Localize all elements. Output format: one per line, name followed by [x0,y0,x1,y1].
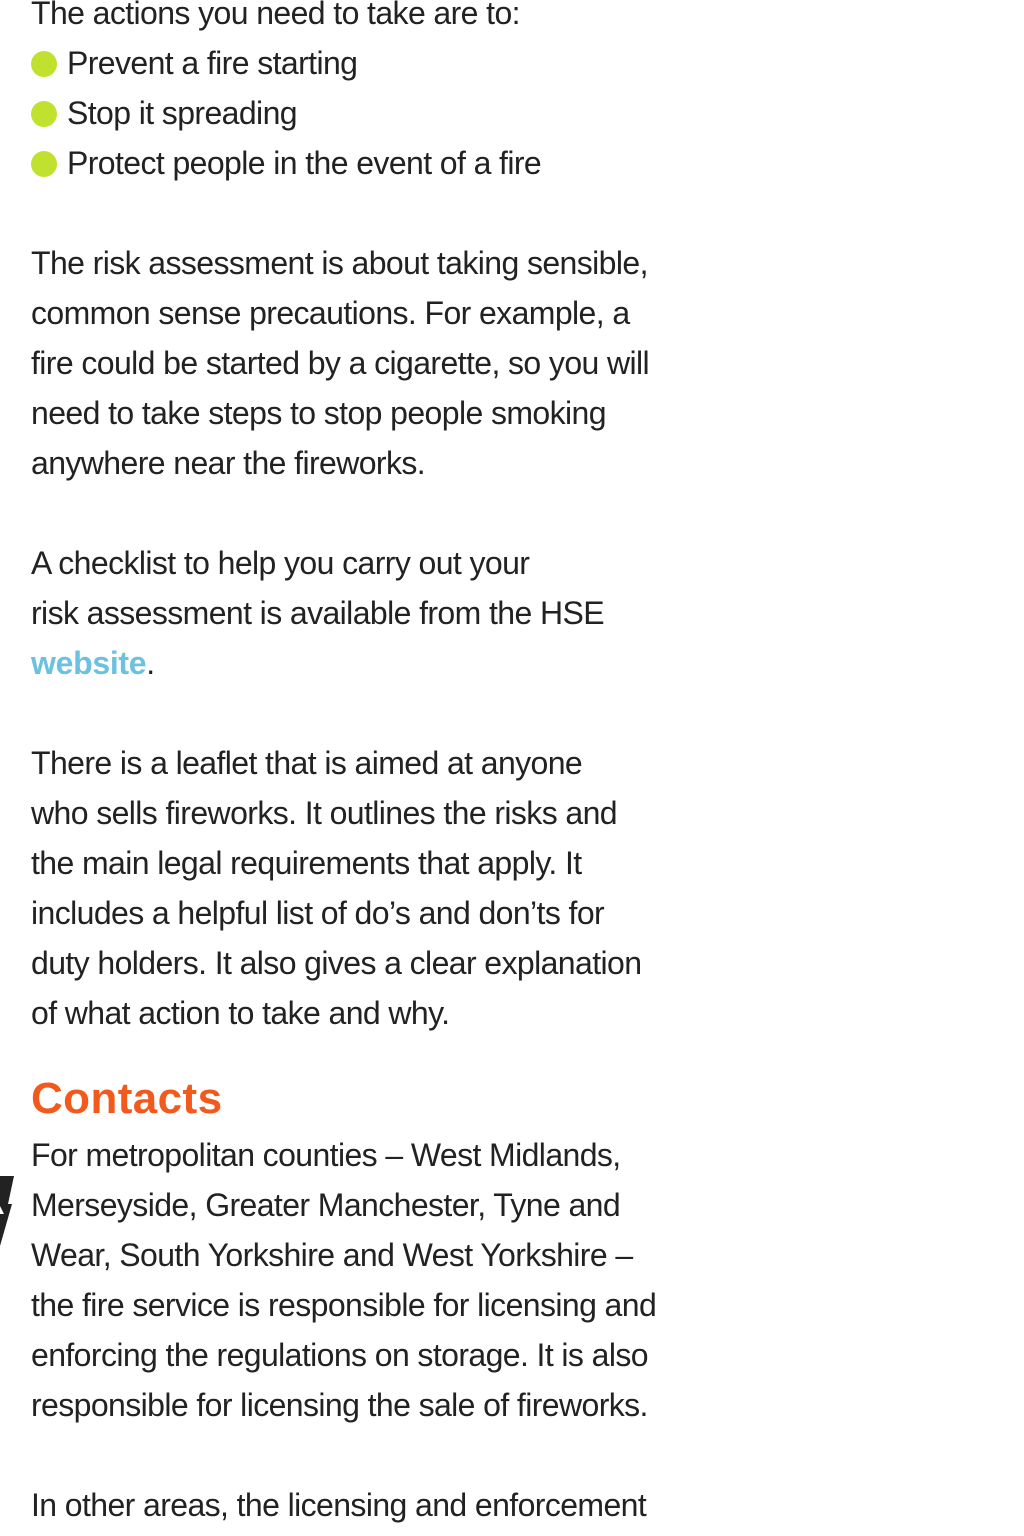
text-line: There is a leaflet that is aimed at anyone [31,745,583,781]
paragraph-gap [31,488,711,538]
leaflet-paragraph [31,738,711,1038]
text-line: of what action to take and why. [31,995,450,1031]
text-line: fire could be started by a cigarette, so you will [31,345,650,381]
text-line: enforcing the regulations on storage. It is also [31,1337,648,1373]
text-line: For metropolitan counties – West Midlands, [31,1137,621,1173]
text-line: Merseyside, Greater Manchester, Tyne and [31,1187,621,1223]
actions-list [31,38,711,188]
bullet-dot-icon [31,101,57,127]
text-line: duty holders. It also gives a clear explanation [31,945,642,981]
text-line: who sells fireworks. It outlines the risks and [31,795,617,831]
list-item-text: Stop it spreading [67,95,297,131]
text-line: anywhere near the fireworks. [31,445,426,481]
actions-intro: The actions you need to take are to: [31,0,520,31]
paragraph-gap [31,1430,711,1480]
metropolitan-paragraph [31,1130,711,1430]
list-item [31,88,711,138]
text-line: the main legal requirements that apply. It [31,845,582,881]
text-line: includes a helpful list of do’s and don’ts for [31,895,605,931]
list-item [31,38,711,88]
text-line: A checklist to help you carry out your [31,545,530,581]
contacts-heading: Contacts [31,1074,223,1123]
text-line: In other areas, the licensing and enforcement [31,1487,647,1523]
hse-website-link[interactable]: website [31,645,147,681]
text-line: need to take steps to stop people smoking [31,395,606,431]
text-line: Wear, South Yorkshire and West Yorkshire – [31,1237,633,1273]
checklist-paragraph [31,538,711,688]
section-gap [31,1038,711,1068]
sentence-end: . [146,645,155,681]
paragraph-gap [31,188,711,238]
list-item [31,138,711,188]
paragraph-gap [31,688,711,738]
text-line: the fire service is responsible for licensing and [31,1287,657,1323]
text-line: common sense precautions. For example, a [31,295,630,331]
lightning-bolt-icon [0,1176,16,1246]
list-item-text: Protect people in the event of a fire [67,145,542,181]
risk-assessment-paragraph [31,238,711,488]
bullet-dot-icon [31,151,57,177]
text-line: The risk assessment is about taking sensible, [31,245,648,281]
other-areas-paragraph [31,1480,711,1530]
text-line [31,638,711,688]
document-page [31,0,711,1530]
text-line: risk assessment is available from the HSE [31,595,604,631]
list-item-text: Prevent a fire starting [67,45,358,81]
text-line: responsible for licensing the sale of fireworks. [31,1387,648,1423]
bullet-dot-icon [31,51,57,77]
